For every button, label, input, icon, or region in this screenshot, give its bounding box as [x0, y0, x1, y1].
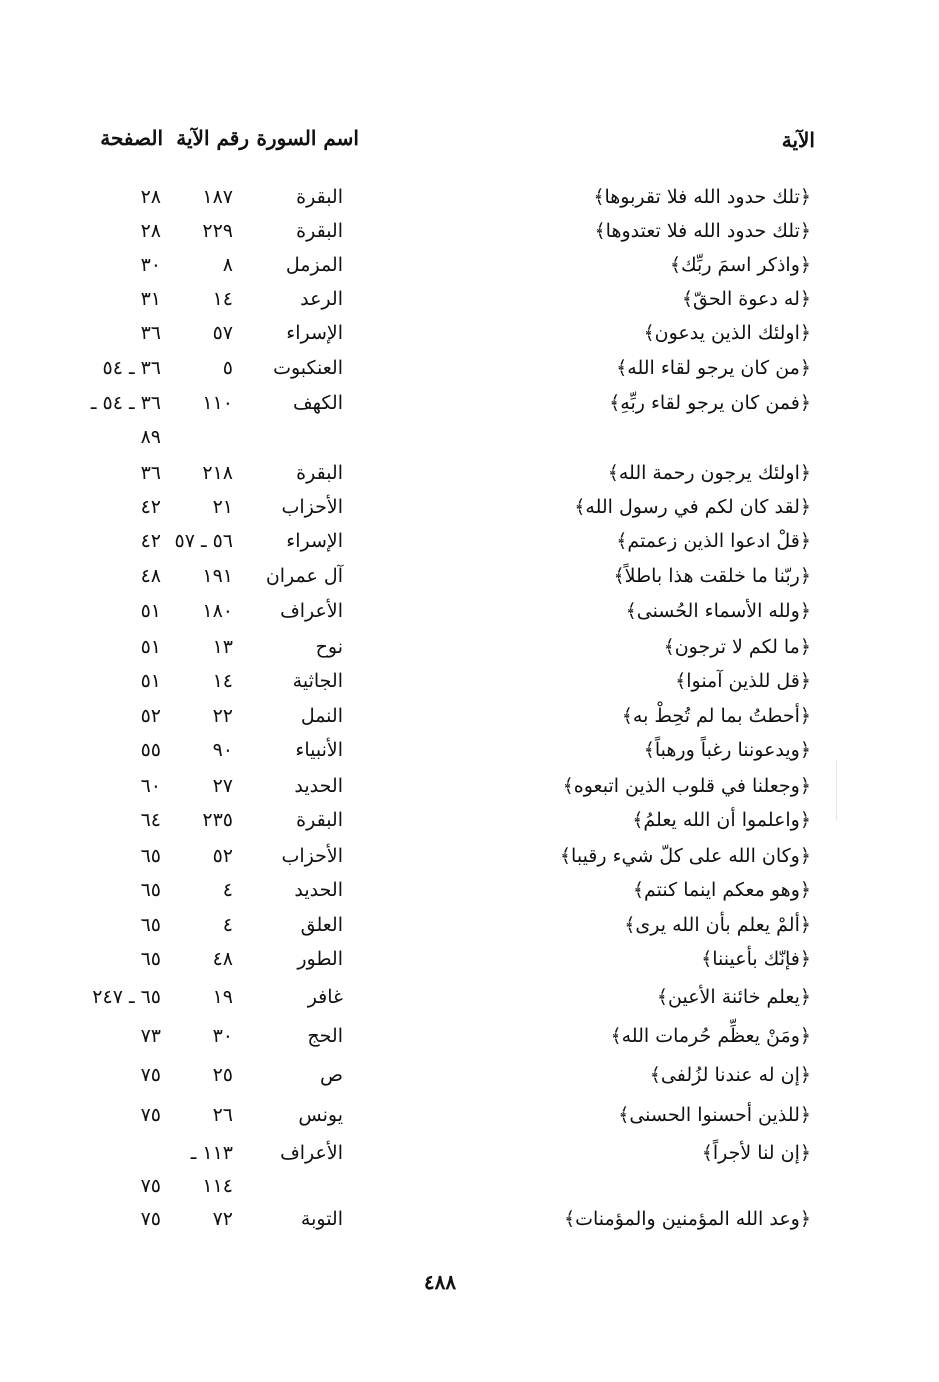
row-ayah-number: ١٨٧	[202, 186, 233, 208]
page-number: ٤٨٨	[423, 1270, 457, 1294]
row-ayah-number: ١٩١	[202, 565, 233, 587]
row-surah: الأحزاب	[281, 845, 343, 867]
row-ayah-number: ١٩	[212, 986, 233, 1008]
row-ayah-number: ٥	[222, 357, 233, 379]
row-page: ٦٥	[140, 948, 161, 970]
row-page: ٣٦	[140, 322, 161, 344]
row-verse: ﴿تلك حدود الله فلا تقربوها﴾	[593, 186, 811, 208]
row-verse: ﴿فإنّك بأعيننا﴾	[701, 948, 811, 970]
row-ayah-number: ١١٣ ـ	[190, 1142, 233, 1164]
row-page: ٣٦	[140, 462, 161, 484]
row-verse: ﴿ربّنا ما خلقت هذا باطلاً﴾	[613, 565, 811, 587]
row-verse: ﴿من كان يرجو لقاء الله﴾	[616, 357, 811, 379]
row-ayah-number: ٢١	[212, 496, 233, 518]
row-page: ٥١	[140, 670, 161, 692]
row-surah: المزمل	[285, 254, 343, 276]
row-surah: الإسراء	[286, 530, 343, 552]
row-ayah-number: ٢٧	[212, 775, 233, 797]
row-verse: ﴿أحطتُ بما لم تُحِطْ به﴾	[621, 705, 811, 727]
row-page: ٦٥	[140, 845, 161, 867]
row-page: ٢٨	[140, 186, 161, 208]
row-verse: ﴿لقد كان لكم في رسول الله﴾	[574, 496, 811, 518]
row-verse: ﴿وكان الله على كلّ شيء رقيبا﴾	[559, 845, 811, 867]
row-page: ٧٥	[140, 1208, 161, 1230]
row-page: ٣٦ ـ ٥٤	[102, 357, 161, 379]
row-page: ٥١	[140, 636, 161, 658]
row-surah: الأنبياء	[295, 739, 343, 761]
header-verse: الآية	[781, 128, 815, 152]
row-ayah-number: ٥٢	[212, 845, 233, 867]
row-page: ٤٢	[140, 496, 161, 518]
row-ayah-number: ٢٥	[212, 1064, 233, 1086]
row-surah: الأحزاب	[281, 496, 343, 518]
row-page: ٧٥	[140, 1064, 161, 1086]
row-ayah-number: ٥٧	[212, 322, 233, 344]
row-ayah-number: ١٣	[212, 636, 233, 658]
row-verse: ﴿للذين أحسنوا الحسنى﴾	[618, 1104, 811, 1126]
row-surah: الرعد	[300, 288, 343, 310]
row-page: ٧٥	[140, 1175, 161, 1197]
row-surah: التوبة	[300, 1208, 343, 1230]
row-page: ٣٠	[140, 254, 161, 276]
row-surah: يونس	[298, 1104, 343, 1126]
header-ayah-number: رقم الآية	[176, 126, 249, 150]
row-surah: الإسراء	[286, 322, 343, 344]
row-ayah-number: ٤٨	[212, 948, 233, 970]
row-surah: الأعراف	[280, 1142, 343, 1164]
row-page: ٧٥	[140, 1104, 161, 1126]
row-verse: ﴿اولئك يرجون رحمة الله﴾	[607, 462, 811, 484]
row-surah: الحديد	[294, 879, 343, 901]
row-verse: ﴿واعلموا أن الله يعلمُ﴾	[632, 809, 811, 831]
row-ayah-number: ٧٢	[212, 1208, 233, 1230]
row-page: ٨٩	[140, 426, 161, 448]
row-verse: ﴿يعلم خائنة الأعين﴾	[656, 986, 811, 1008]
row-verse: ﴿قل للذين آمنوا﴾	[675, 670, 811, 692]
row-surah: آل عمران	[265, 565, 343, 587]
row-verse: ﴿إن لنا لأجراً﴾	[701, 1142, 811, 1164]
row-ayah-number: ١١٠	[202, 392, 233, 414]
row-ayah-number: ٣٠	[212, 1025, 233, 1047]
row-page: ٤٢	[140, 530, 161, 552]
row-ayah-number: ٤	[222, 879, 233, 901]
row-verse: ﴿وعد الله المؤمنين والمؤمنات﴾	[563, 1208, 811, 1230]
row-verse: ﴿فمن كان يرجو لقاء ربِّهِ﴾	[609, 392, 811, 414]
scan-artifact-line	[836, 760, 837, 820]
row-surah: البقرة	[296, 220, 343, 242]
row-surah: الكهف	[293, 392, 343, 414]
row-verse: ﴿ولله الأسماء الحُسنى﴾	[625, 600, 811, 622]
row-verse: ﴿وجعلنا في قلوب الذين اتبعوه﴾	[562, 775, 811, 797]
row-surah: النمل	[300, 705, 343, 727]
row-ayah-number: ٨	[222, 254, 233, 276]
row-verse: ﴿قلْ ادعوا الذين زعمتم﴾	[616, 530, 811, 552]
row-ayah-number: ٢١٨	[202, 462, 233, 484]
row-page: ٦٥	[140, 914, 161, 936]
row-ayah-number: ١٤	[212, 670, 233, 692]
row-surah: البقرة	[296, 186, 343, 208]
row-surah: العنكبوت	[273, 357, 343, 379]
row-page: ٥٥	[140, 739, 161, 761]
row-page: ٥١	[140, 600, 161, 622]
row-ayah-number: ٢٣٥	[202, 809, 233, 831]
row-surah: نوح	[315, 636, 343, 658]
row-page: ٧٣	[140, 1025, 161, 1047]
row-verse: ﴿تلك حدود الله فلا تعتدوها﴾	[594, 220, 811, 242]
row-verse: ﴿ويدعوننا رغباً ورهباً﴾	[643, 739, 811, 761]
row-ayah-number: ٢٢	[212, 705, 233, 727]
header-surah: اسم السورة	[256, 126, 359, 150]
row-surah: البقرة	[296, 809, 343, 831]
row-ayah-number: ١٤	[212, 288, 233, 310]
row-page: ٣٦ ـ ٥٤ ـ	[90, 392, 161, 414]
row-page: ٣١	[140, 288, 161, 310]
row-surah: الحج	[307, 1025, 343, 1047]
row-verse: ﴿واذكر اسمَ ربِّك﴾	[669, 254, 811, 276]
row-verse: ﴿ومَنْ يعظِّم حُرمات الله﴾	[610, 1025, 811, 1047]
row-ayah-number: ٥٦ ـ ٥٧	[174, 530, 233, 552]
row-page: ٦٥	[140, 879, 161, 901]
row-surah: الأعراف	[280, 600, 343, 622]
row-verse: ﴿اولئك الذين يدعون﴾	[643, 322, 811, 344]
row-verse: ﴿ألمْ يعلم بأن الله يرى﴾	[624, 914, 811, 936]
row-surah: العلق	[300, 914, 343, 936]
row-ayah-number: ٤	[222, 914, 233, 936]
row-surah: الطور	[297, 948, 343, 970]
row-surah: البقرة	[296, 462, 343, 484]
row-verse: ﴿إن له عندنا لزُلفى﴾	[649, 1064, 811, 1086]
header-page: الصفحة	[100, 126, 163, 150]
row-verse: ﴿له دعوة الحقّ﴾	[681, 288, 811, 310]
row-ayah-number: ٩٠	[212, 739, 233, 761]
row-ayah-number: ٢٢٩	[202, 220, 233, 242]
row-verse: ﴿ما لكم لا ترجون﴾	[663, 636, 811, 658]
row-surah: الحديد	[294, 775, 343, 797]
row-page: ٢٨	[140, 220, 161, 242]
row-page: ٦٤	[140, 809, 161, 831]
row-surah: الجاثية	[292, 670, 343, 692]
row-page: ٥٢	[140, 705, 161, 727]
row-ayah-number: ١١٤	[202, 1175, 233, 1197]
row-surah: غافر	[307, 986, 343, 1008]
row-page: ٦٥ ـ ٢٤٧	[92, 986, 161, 1008]
row-verse: ﴿وهو معكم اينما كنتم﴾	[632, 879, 811, 901]
row-page: ٦٠	[140, 775, 161, 797]
row-ayah-number: ١٨٠	[202, 600, 233, 622]
row-page: ٤٨	[140, 565, 161, 587]
row-surah: ص	[320, 1064, 343, 1086]
row-ayah-number: ٢٦	[212, 1104, 233, 1126]
